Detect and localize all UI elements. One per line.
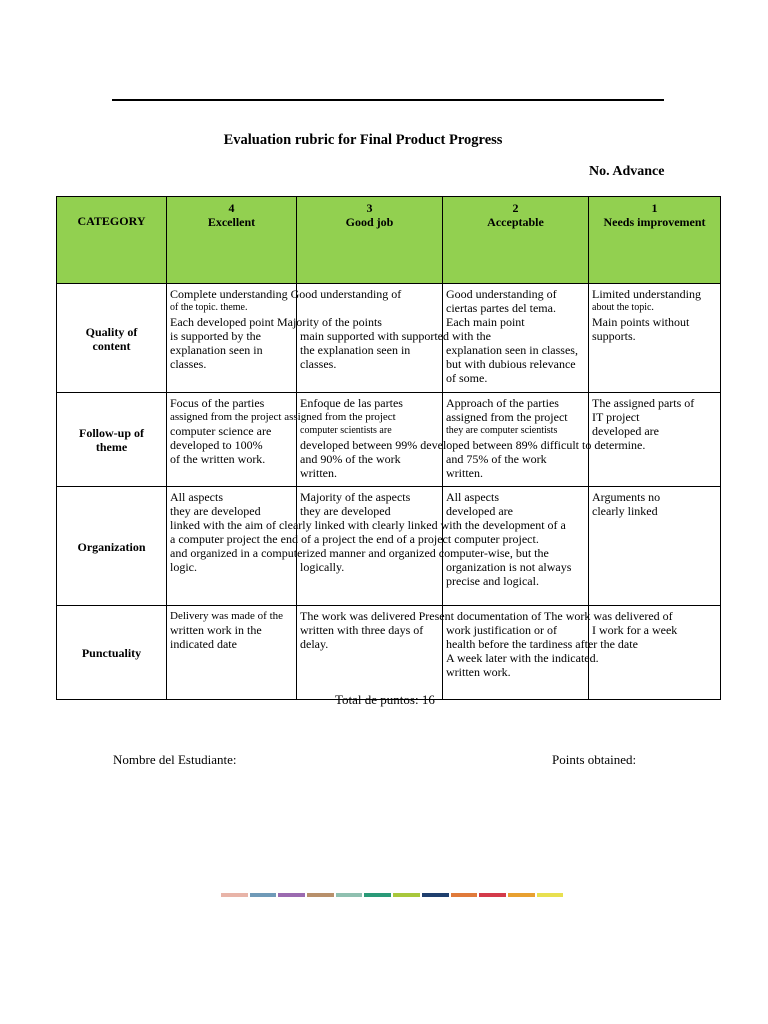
cell-good-job: The work was delivered Present documentation of The work was delivered of written with three days of delay. bbox=[297, 606, 443, 700]
category-quality-of-content: Quality of content bbox=[57, 284, 167, 393]
cell-acceptable: Good understanding of ciertas partes del tema. Each main point explanation seen in classes, but with dubious relevance of some. bbox=[443, 284, 589, 393]
category-organization: Organization bbox=[57, 487, 167, 606]
header-good-job: 3 Good job bbox=[297, 197, 443, 284]
cell-excellent: Delivery was made of the written work in the indicated date bbox=[167, 606, 297, 700]
color-strip-segment bbox=[537, 893, 564, 897]
top-rule bbox=[112, 99, 664, 101]
cell-acceptable: All aspects developed are organization is not always precise and logical. bbox=[443, 487, 589, 606]
cell-good-job: main supported with supported with the the explanation seen in classes. bbox=[297, 284, 443, 393]
color-strip-segment bbox=[422, 893, 449, 897]
color-strip-segment bbox=[479, 893, 506, 897]
header-acceptable: 2 Acceptable bbox=[443, 197, 589, 284]
cell-acceptable: Approach of the parties assigned from the project they are computer scientists and 75% of the work written. bbox=[443, 393, 589, 487]
advance-label: No. Advance bbox=[589, 164, 665, 179]
points-obtained-label: Points obtained: bbox=[552, 752, 637, 767]
color-strip-segment bbox=[508, 893, 535, 897]
rubric-table bbox=[56, 196, 721, 700]
color-strip-segment bbox=[307, 893, 334, 897]
table-row bbox=[57, 487, 721, 606]
cell-needs-improvement: The assigned parts of IT project developed are bbox=[589, 393, 721, 487]
color-strip-segment bbox=[364, 893, 391, 897]
color-strip-segment bbox=[451, 893, 478, 897]
header-row bbox=[57, 197, 721, 284]
table-row bbox=[57, 284, 721, 393]
table-row bbox=[57, 393, 721, 487]
category-follow-up-of-theme: Follow-up of theme bbox=[57, 393, 167, 487]
color-strip-segment bbox=[250, 893, 277, 897]
header-category: CATEGORY bbox=[57, 197, 167, 284]
color-strip-segment bbox=[278, 893, 305, 897]
color-strip-segment bbox=[336, 893, 363, 897]
color-strip-segment bbox=[221, 893, 248, 897]
document-title: Evaluation rubric for Final Product Progress bbox=[223, 132, 503, 148]
cell-needs-improvement: Limited understanding about the topic. Main points without supports. bbox=[589, 284, 721, 393]
color-strip bbox=[221, 893, 565, 897]
category-punctuality: Punctuality bbox=[57, 606, 167, 700]
total-points: Total de puntos: 16 bbox=[335, 692, 435, 707]
cell-acceptable: work justification or of health before the tardiness after the date A week later with the indicated. written work. bbox=[443, 606, 589, 700]
color-strip-segment bbox=[393, 893, 420, 897]
cell-excellent: Complete understanding Good understanding of of the topic. theme. Each developed point Majority of the points is supported by the explanation seen in classes. bbox=[167, 284, 297, 393]
cell-good-job: Majority of the aspects they are developed logically. bbox=[297, 487, 443, 606]
cell-needs-improvement: I work for a week bbox=[589, 606, 721, 700]
student-name-label: Nombre del Estudiante: bbox=[113, 752, 237, 767]
table-row bbox=[57, 606, 721, 700]
cell-excellent: All aspects they are developed linked with the aim of clearly linked with clearly linked with the development of a a computer project the end of a project the end of a project computer project. and organized in a computerized manner and organized computer-wise, but the logic. bbox=[167, 487, 297, 606]
cell-excellent: Focus of the parties assigned from the project assigned from the project computer science are developed to 100% of the written work. bbox=[167, 393, 297, 487]
cell-good-job: Enfoque de las partes computer scientists are developed between 99% developed between 89% difficult to determine. and 90% of the work written. bbox=[297, 393, 443, 487]
header-excellent: 4 Excellent bbox=[167, 197, 297, 284]
header-needs-improvement: 1 Needs improvement bbox=[589, 197, 721, 284]
cell-needs-improvement: Arguments no clearly linked bbox=[589, 487, 721, 606]
